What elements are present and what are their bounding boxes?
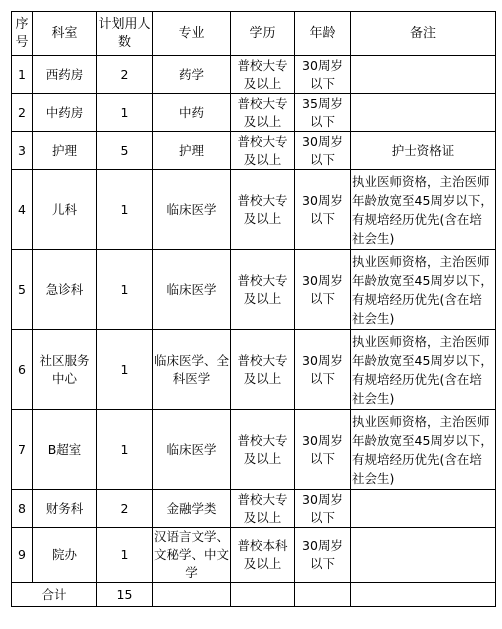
total-count: 15 <box>97 583 153 607</box>
table-row <box>12 132 496 170</box>
total-major-empty <box>153 583 231 607</box>
cell-age: 35周岁以下 <box>295 94 351 132</box>
cell-note: 护士资格证 <box>351 132 496 170</box>
recruitment-table <box>11 11 496 607</box>
cell-note <box>351 528 496 583</box>
cell-major: 中药 <box>153 94 231 132</box>
cell-major: 药学 <box>153 56 231 94</box>
cell-edu: 普校大专及以上 <box>231 56 295 94</box>
cell-major: 临床医学、全科医学 <box>153 330 231 410</box>
total-age-empty <box>295 583 351 607</box>
cell-count: 1 <box>97 170 153 250</box>
cell-count: 2 <box>97 490 153 528</box>
cell-major: 护理 <box>153 132 231 170</box>
cell-dept: B超室 <box>33 410 97 490</box>
cell-edu: 普校大专及以上 <box>231 490 295 528</box>
cell-note <box>351 94 496 132</box>
cell-note: 执业医师资格，主治医师年龄放宽至45周岁以下，有规培经历优先(含在培社会生) <box>351 410 496 490</box>
table-row <box>12 490 496 528</box>
cell-count: 5 <box>97 132 153 170</box>
cell-age: 30周岁以下 <box>295 410 351 490</box>
cell-no: 7 <box>12 410 33 490</box>
cell-no: 3 <box>12 132 33 170</box>
cell-edu: 普校大专及以上 <box>231 330 295 410</box>
cell-age: 30周岁以下 <box>295 490 351 528</box>
total-label: 合计 <box>12 583 97 607</box>
table-row <box>12 330 496 410</box>
header-edu: 学历 <box>231 12 295 56</box>
header-note: 备注 <box>351 12 496 56</box>
cell-age: 30周岁以下 <box>295 56 351 94</box>
table-row <box>12 410 496 490</box>
cell-no: 2 <box>12 94 33 132</box>
table-row <box>12 528 496 583</box>
total-note-empty <box>351 583 496 607</box>
cell-dept: 护理 <box>33 132 97 170</box>
cell-note: 执业医师资格，主治医师年龄放宽至45周岁以下，有规培经历优先(含在培社会生) <box>351 330 496 410</box>
cell-note: 执业医师资格，主治医师年龄放宽至45周岁以下，有规培经历优先(含在培社会生) <box>351 250 496 330</box>
cell-no: 9 <box>12 528 33 583</box>
cell-count: 1 <box>97 250 153 330</box>
cell-no: 5 <box>12 250 33 330</box>
cell-major: 临床医学 <box>153 250 231 330</box>
cell-dept: 儿科 <box>33 170 97 250</box>
cell-major: 临床医学 <box>153 170 231 250</box>
header-no: 序号 <box>12 12 33 56</box>
cell-age: 30周岁以下 <box>295 330 351 410</box>
cell-edu: 普校大专及以上 <box>231 410 295 490</box>
header-major: 专业 <box>153 12 231 56</box>
cell-dept: 西药房 <box>33 56 97 94</box>
cell-major: 汉语言文学、文秘学、中文学 <box>153 528 231 583</box>
cell-edu: 普校大专及以上 <box>231 170 295 250</box>
cell-edu: 普校大专及以上 <box>231 94 295 132</box>
recruitment-table-wrapper <box>11 11 496 607</box>
cell-age: 30周岁以下 <box>295 170 351 250</box>
cell-count: 2 <box>97 56 153 94</box>
cell-count: 1 <box>97 330 153 410</box>
table-row <box>12 250 496 330</box>
table-total-row <box>12 583 496 607</box>
cell-no: 4 <box>12 170 33 250</box>
header-count: 计划用人数 <box>97 12 153 56</box>
cell-no: 8 <box>12 490 33 528</box>
cell-note: 执业医师资格，主治医师年龄放宽至45周岁以下，有规培经历优先(含在培社会生) <box>351 170 496 250</box>
cell-count: 1 <box>97 94 153 132</box>
table-row <box>12 170 496 250</box>
cell-dept: 财务科 <box>33 490 97 528</box>
cell-no: 6 <box>12 330 33 410</box>
cell-no: 1 <box>12 56 33 94</box>
header-dept: 科室 <box>33 12 97 56</box>
cell-age: 30周岁以下 <box>295 528 351 583</box>
cell-count: 1 <box>97 528 153 583</box>
cell-age: 30周岁以下 <box>295 132 351 170</box>
table-header-row <box>12 12 496 56</box>
table-row <box>12 94 496 132</box>
cell-edu: 普校本科及以上 <box>231 528 295 583</box>
cell-dept: 院办 <box>33 528 97 583</box>
header-age: 年龄 <box>295 12 351 56</box>
cell-dept: 中药房 <box>33 94 97 132</box>
cell-edu: 普校大专及以上 <box>231 250 295 330</box>
cell-age: 30周岁以下 <box>295 250 351 330</box>
cell-note <box>351 490 496 528</box>
cell-major: 临床医学 <box>153 410 231 490</box>
table-row <box>12 56 496 94</box>
cell-count: 1 <box>97 410 153 490</box>
cell-dept: 社区服务中心 <box>33 330 97 410</box>
total-edu-empty <box>231 583 295 607</box>
cell-edu: 普校大专及以上 <box>231 132 295 170</box>
cell-major: 金融学类 <box>153 490 231 528</box>
cell-note <box>351 56 496 94</box>
cell-dept: 急诊科 <box>33 250 97 330</box>
